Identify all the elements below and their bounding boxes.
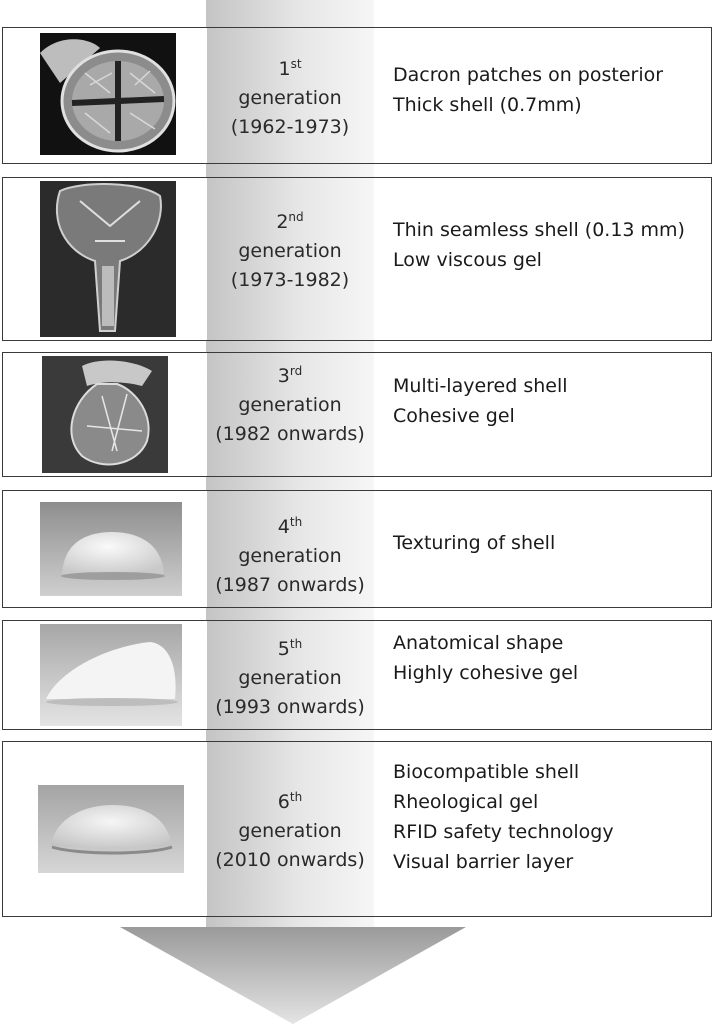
generation-label-6 [206, 788, 374, 875]
feature-item: Thick shell (0.7mm) [393, 94, 582, 116]
feature-list-4 [393, 528, 555, 558]
feature-item: Visual barrier layer [393, 851, 574, 873]
implant-photo-icon [40, 181, 176, 337]
generation-number: 3 [277, 365, 290, 387]
generation-number: 2 [276, 211, 289, 233]
generation-period: (2010 onwards) [215, 849, 365, 871]
feature-item: Dacron patches on posterior [393, 64, 664, 86]
feature-item: Rheological gel [393, 791, 539, 813]
feature-item: Multi-layered shell [393, 375, 568, 397]
generation-label-1 [206, 55, 374, 142]
feature-item: Low viscous gel [393, 249, 542, 271]
generation-word: generation [238, 394, 342, 416]
generation-period: (1973-1982) [230, 269, 350, 291]
implant-photo-icon [40, 502, 182, 596]
generation-word: generation [238, 240, 342, 262]
feature-item: RFID safety technology [393, 821, 614, 843]
generation-label-3 [206, 362, 374, 449]
generation-number: 5 [277, 638, 290, 660]
implant-photo-icon [42, 356, 168, 473]
generation-period: (1962-1973) [230, 116, 350, 138]
timeline-arrow-head [120, 927, 466, 1024]
generation-period: (1982 onwards) [215, 423, 365, 445]
feature-list-2 [393, 215, 685, 275]
generation-label-2 [206, 208, 374, 295]
generation-period: (1987 onwards) [215, 574, 365, 596]
feature-list-1 [393, 60, 663, 120]
generation-number: 6 [277, 791, 290, 813]
feature-list-6 [393, 757, 614, 877]
feature-list-3 [393, 371, 568, 431]
generation-period: (1993 onwards) [215, 696, 365, 718]
ordinal-suffix: th [289, 637, 303, 651]
ordinal-suffix: nd [288, 210, 304, 224]
generation-word: generation [238, 820, 342, 842]
generation-number: 4 [277, 516, 290, 538]
feature-item: Anatomical shape [393, 632, 564, 654]
ordinal-suffix: th [289, 790, 303, 804]
feature-item: Cohesive gel [393, 405, 515, 427]
implant-photo-icon [38, 785, 184, 873]
implant-photo-icon [40, 33, 176, 155]
implant-photo-icon [40, 624, 182, 726]
generation-label-5 [206, 635, 374, 722]
feature-list-5 [393, 628, 578, 688]
generation-word: generation [238, 667, 342, 689]
ordinal-suffix: th [289, 515, 303, 529]
feature-item: Texturing of shell [393, 532, 556, 554]
generation-word: generation [238, 87, 342, 109]
feature-item: Highly cohesive gel [393, 662, 579, 684]
feature-item: Thin seamless shell (0.13 mm) [393, 219, 685, 241]
generation-label-4 [206, 513, 374, 600]
ordinal-suffix: rd [289, 364, 303, 378]
feature-item: Biocompatible shell [393, 761, 580, 783]
generation-word: generation [238, 545, 342, 567]
ordinal-suffix: st [290, 57, 302, 71]
generation-number: 1 [278, 58, 291, 80]
